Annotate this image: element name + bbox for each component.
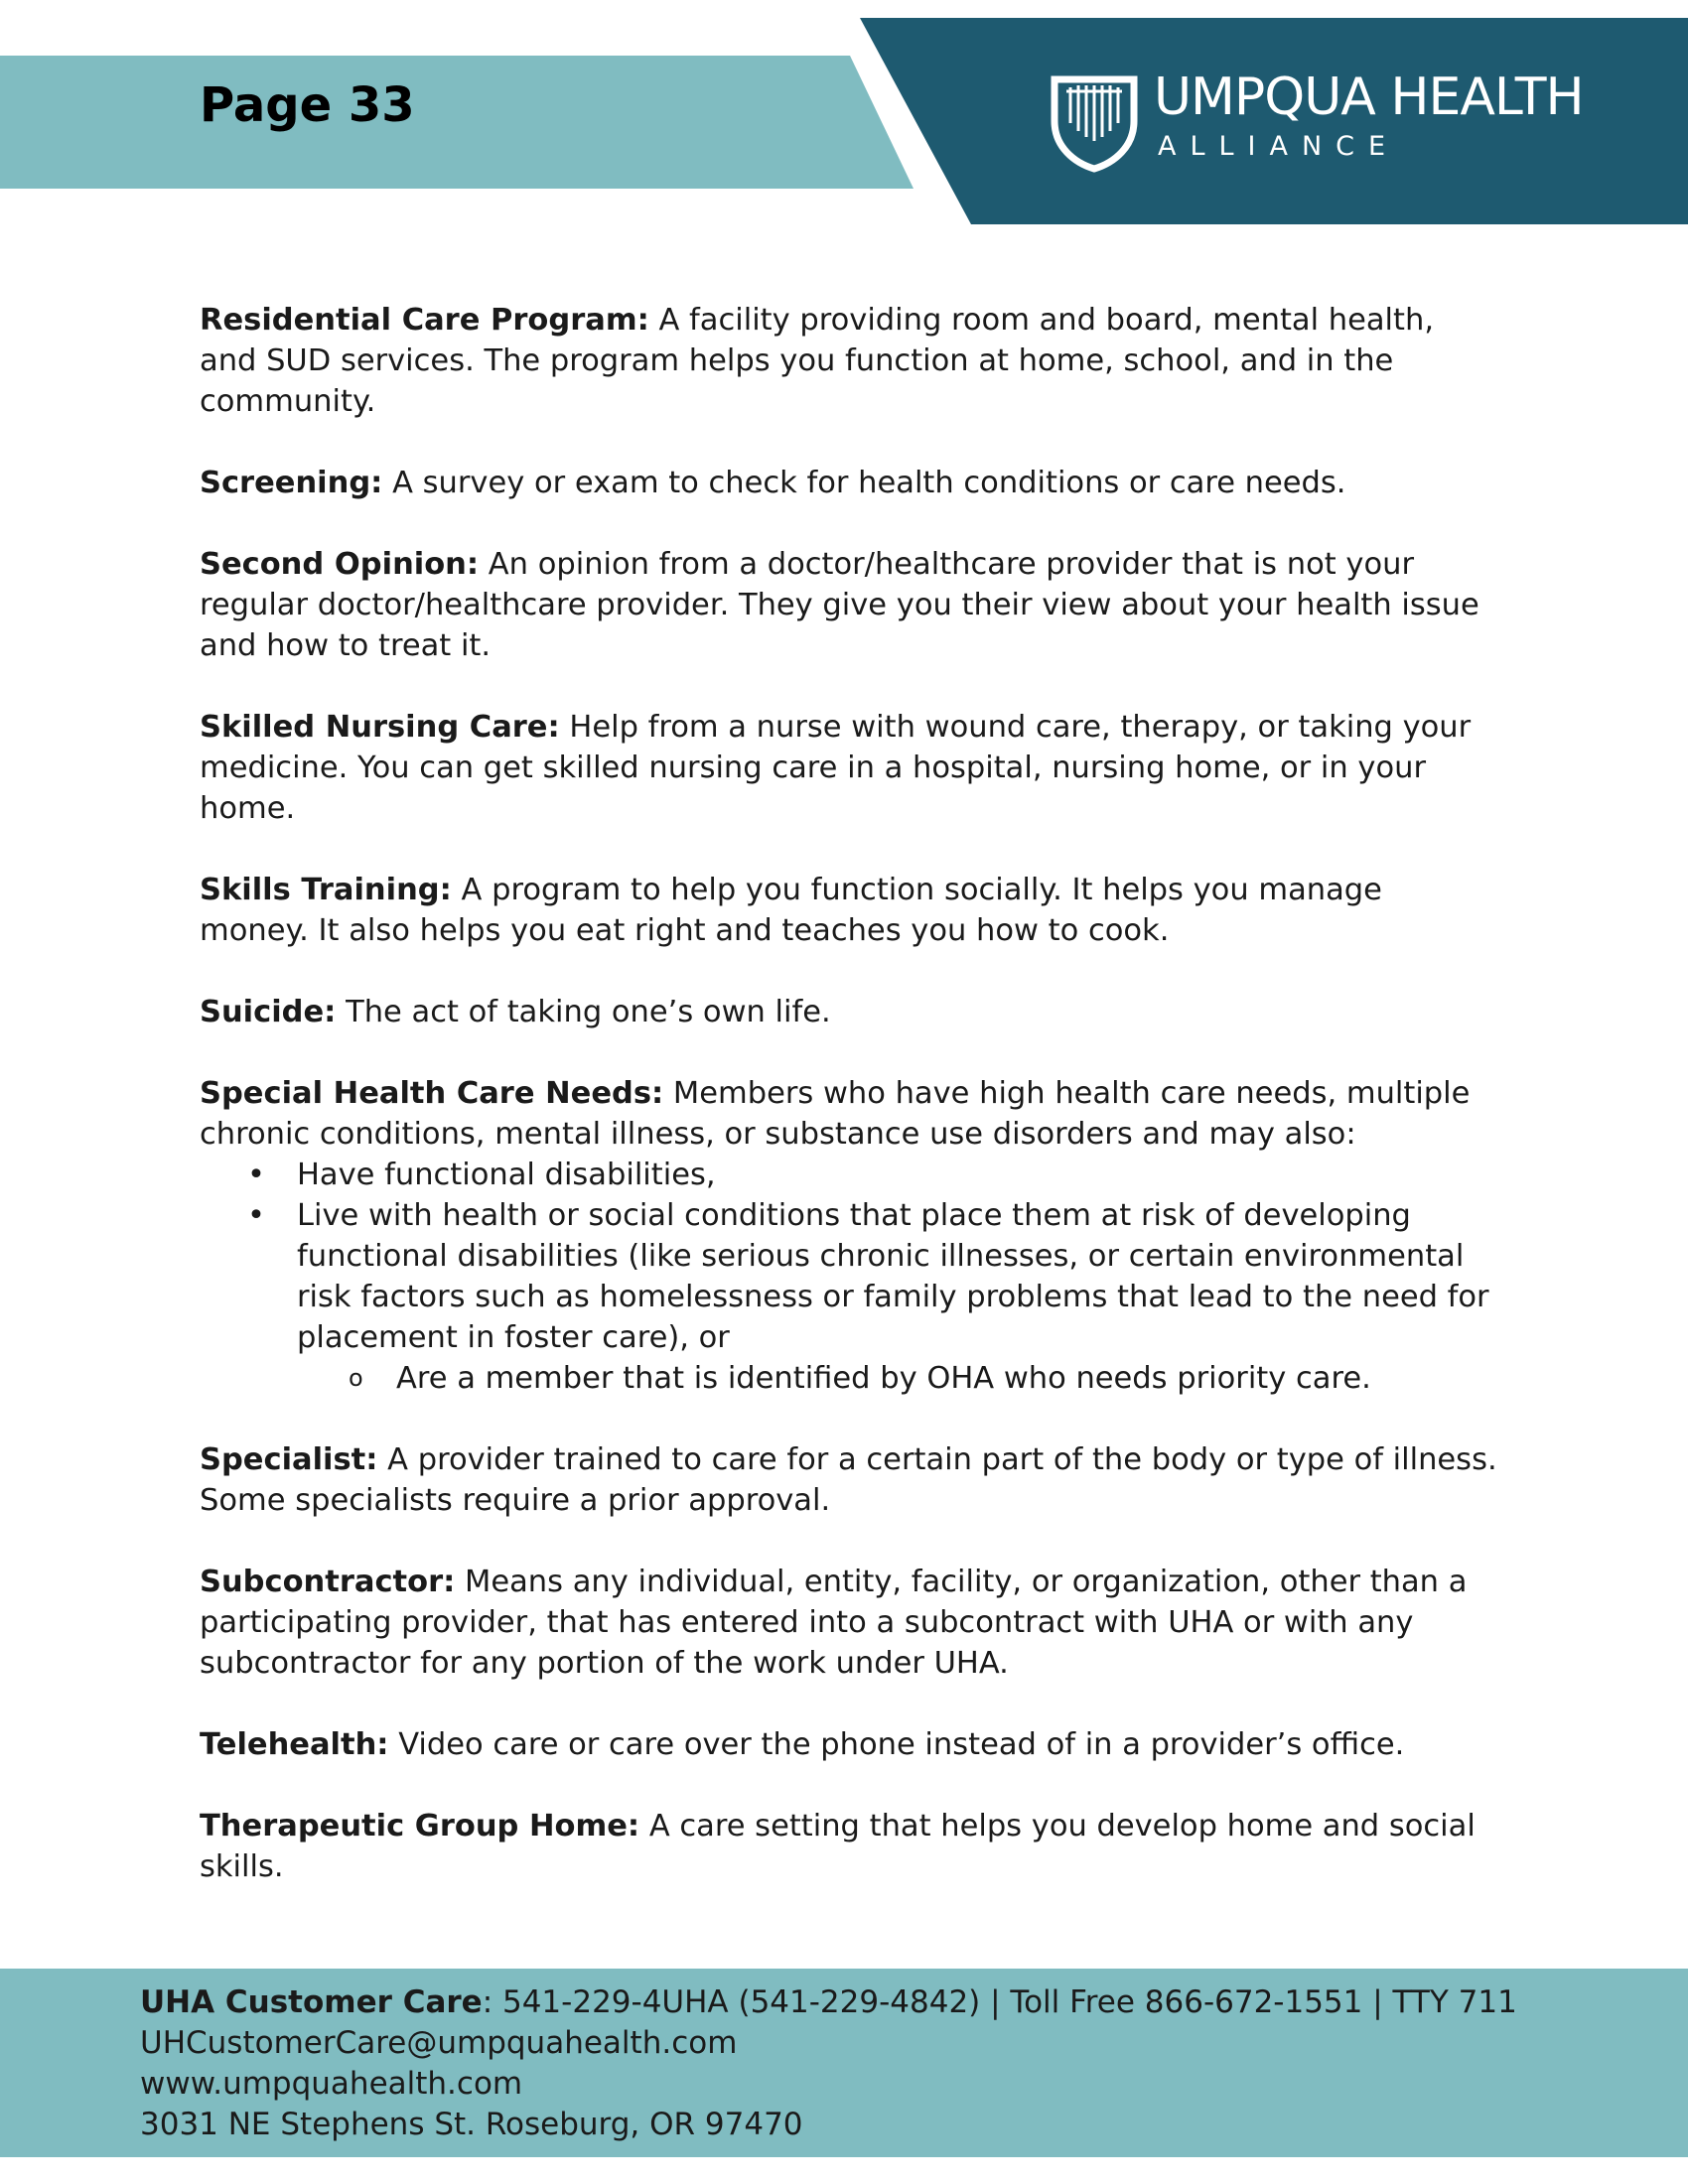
term: Suicide:	[200, 995, 337, 1029]
glossary-entry	[200, 463, 1500, 503]
definition: The act of taking one’s own life.	[336, 995, 831, 1029]
term: Skilled Nursing Care:	[200, 710, 560, 745]
definition: Help from a nurse with wound care, therapy, or taking your medicine. You can get skilled nursing care in a hospital, nursing home, or in your home.	[200, 710, 1472, 826]
definition: A provider trained to care for a certain part of the body or type of illness. Some specialists require a prior approval.	[200, 1442, 1497, 1518]
customer-care-label: UHA Customer Care	[140, 1984, 483, 2020]
footer	[0, 1969, 1688, 2157]
glossary-entry	[200, 870, 1500, 951]
definition: An opinion from a doctor/healthcare provider that is not your regular doctor/healthcare provider. They give you their view about your health issue and how to treat it.	[200, 547, 1479, 663]
customer-care-numbers: : 541-229-4UHA (541-229-4842) | Toll Free 866-672-1551 | TTY 711	[482, 1984, 1517, 2020]
glossary-entry	[200, 1439, 1500, 1521]
page-number: Page 33	[200, 77, 415, 133]
term: Special Health Care Needs:	[200, 1076, 664, 1111]
term: Therapeutic Group Home:	[200, 1809, 640, 1843]
definition: Members who have high health care needs, multiple chronic conditions, mental illness, or substance use disorders and may also:	[200, 1076, 1471, 1152]
header-band-light	[0, 56, 914, 189]
address: 3031 NE Stephens St. Roseburg, OR 97470	[140, 2107, 803, 2142]
definition: A facility providing room and board, mental health, and SUD services. The program helps you function at home, school, and in the community.	[200, 303, 1435, 419]
customer-care-line	[140, 1982, 1517, 2023]
logo	[1047, 69, 1642, 177]
shield-logo-icon	[1047, 73, 1142, 173]
special-needs-list	[200, 1155, 1500, 1399]
definition: A program to help you function socially. It helps you manage money. It also helps you eat right and teaches you how to cook.	[200, 873, 1382, 948]
definition: A survey or exam to check for health conditions or care needs.	[382, 466, 1346, 500]
footer-contact-block	[140, 1982, 1517, 2145]
list-item: • Live with health or social conditions that place them at risk of developing functional disabilities (like serious chronic illnesses, or certain environmental risk factors such as homelessness or family problems that lead to the need for placement in foster care), or	[200, 1195, 1500, 1358]
term: Subcontractor:	[200, 1565, 456, 1599]
logo-name: UMPQUA HEALTH	[1154, 68, 1584, 127]
term: Skills Training:	[200, 873, 452, 907]
term: Residential Care Program:	[200, 303, 649, 338]
sub-list-item: o Are a member that is identified by OHA who needs priority care.	[200, 1358, 1500, 1399]
website-link[interactable]: www.umpquahealth.com	[140, 2066, 523, 2102]
glossary-entry	[200, 544, 1500, 666]
logo-subtitle: ALLIANCE	[1158, 131, 1400, 162]
glossary-entry	[200, 1724, 1500, 1765]
glossary-entry	[200, 300, 1500, 422]
glossary-entry	[200, 707, 1500, 829]
glossary-entry	[200, 1073, 1500, 1155]
term: Second Opinion:	[200, 547, 480, 582]
glossary-entry	[200, 992, 1500, 1032]
term: Screening:	[200, 466, 383, 500]
glossary-entry	[200, 1806, 1500, 1887]
glossary-content	[200, 300, 1500, 1928]
email-link[interactable]: UHCustomerCare@umpquahealth.com	[140, 2025, 738, 2061]
term: Telehealth:	[200, 1727, 389, 1762]
definition: Means any individual, entity, facility, or organization, other than a participating provider, that has entered into a subcontract with UHA or with any subcontractor for any portion of the work under UHA.	[200, 1565, 1468, 1681]
definition: A care setting that helps you develop home and social skills.	[200, 1809, 1476, 1884]
glossary-entry	[200, 1562, 1500, 1684]
definition: Video care or care over the phone instead of in a provider’s office.	[388, 1727, 1405, 1762]
term: Specialist:	[200, 1442, 378, 1477]
list-item: • Have functional disabilities,	[200, 1155, 1500, 1195]
